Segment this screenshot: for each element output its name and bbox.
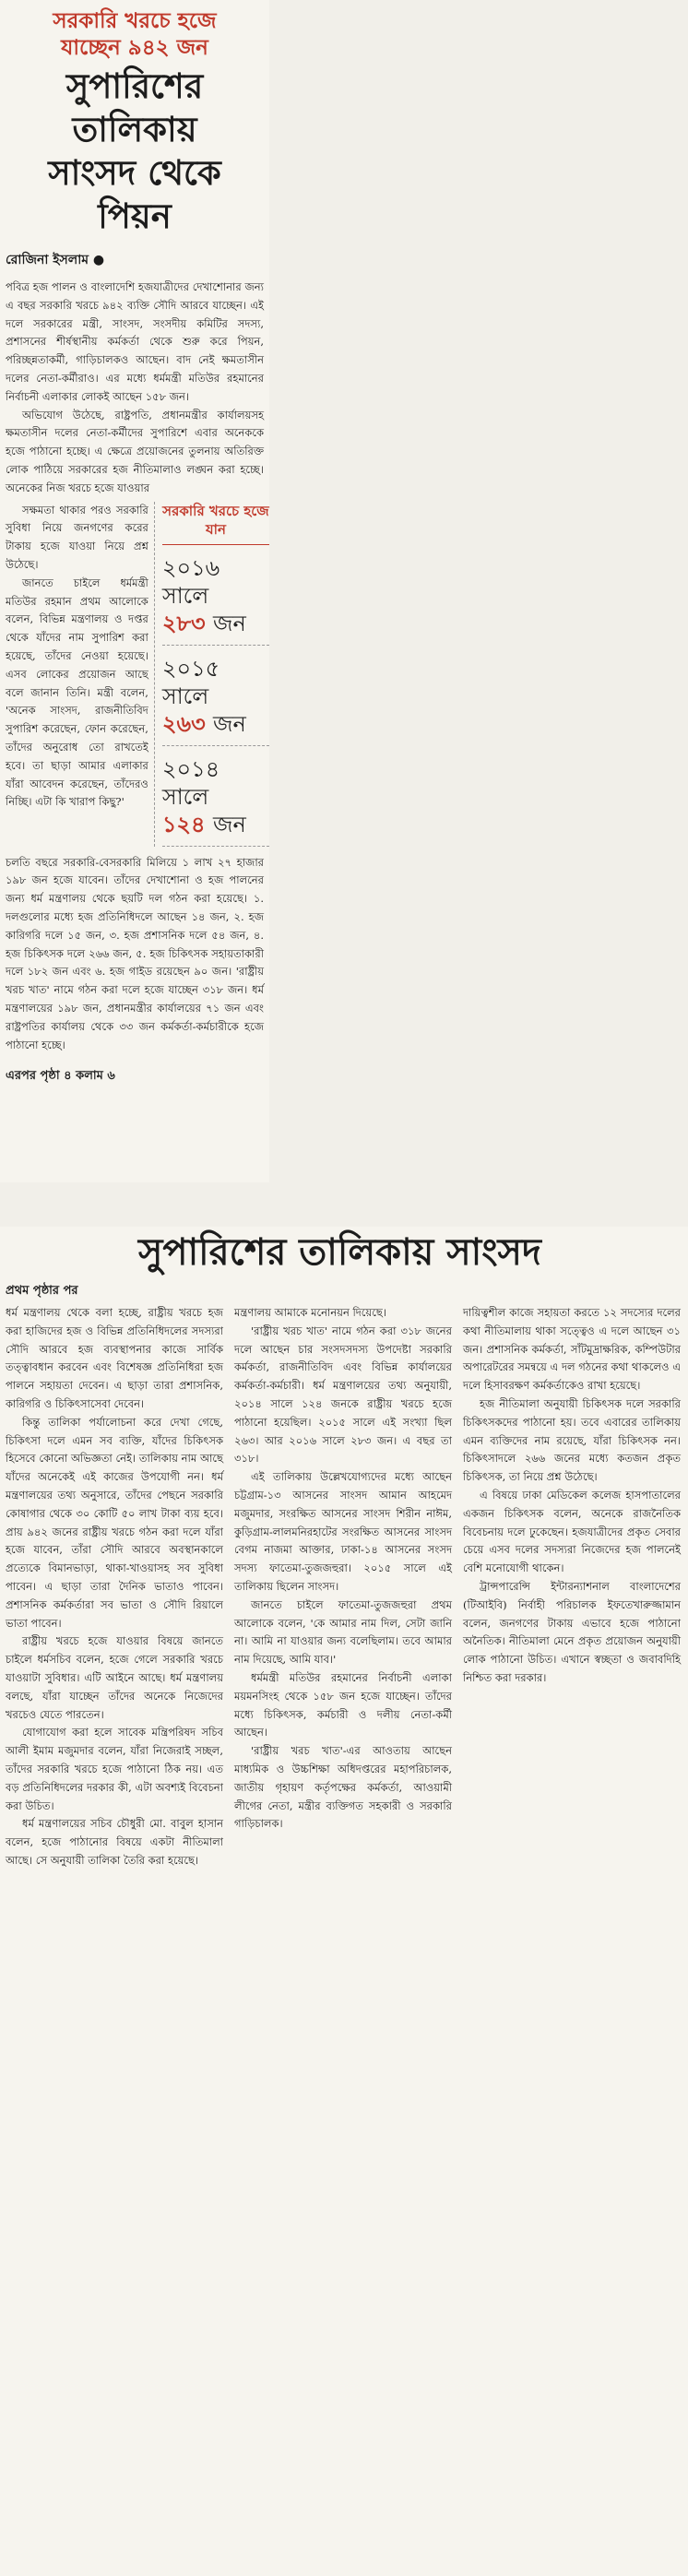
paragraph: জানতে চাইলে ধর্মমন্ত্রী মতিউর রহমান প্রথম আলোকে বলেন, বিভিন্ন মন্ত্রণালয় ও দপ্তর থেকে যাঁদের নাম সুপারিশ করা হয়েছে, তাঁদের নেওয়া হয়েছে। এসব লোকের প্রয়োজন আছে বলে জানান তিনি। মন্ত্রী বলেন, 'অনেক সাংসদ, রাজনীতিবিদ সুপারিশ করেছেন, ফোন করেছেন, তাঁদের অনুরোধ তো রাখতেই হবে। তা ছাড়া আমার এলাকার যাঁরা আবেদন করেছেন, তাঁদেরও নিচ্ছি। এটা কি খারাপ কিছু?'	[6, 576, 148, 809]
paragraph: মন্ত্রণালয় আমাকে মনোনয়ন দিয়েছে।	[234, 1306, 386, 1319]
paragraph: ধর্ম মন্ত্রণালয়ের সচিব চৌধুরী মো. বাবুল হাসান বলেন, হজে পাঠানোর বিষয়ে একটা নীতিমালা আছে। সে অনুযায়ী তালিকা তৈরি করা হয়েছে।	[6, 1817, 223, 1867]
stat-unit: জন	[213, 610, 246, 636]
paragraph: চলতি বছরে সরকারি-বেসরকারি মিলিয়ে ১ লাখ ২৭ হাজার ১৯৮ জন হজে যাবেন। তাঁদের দেখাশোনা ও হজ পালনের জন্য ধর্ম মন্ত্রণালয় থেকে ছয়টি দল গঠন করা হয়েছে। ১. দলগুলোর মধ্যে হজ প্রতিনিধিদলে আছেন ১৪ জন, ২. হজ কারিগরি দলে ১৫ জন, ৩. হজ প্রশাসনিক দলে ৫৪ জন, ৪. হজ চিকিৎসক দলে ২৬৬ জন, ৫. হজ চিকিৎসক সহায়তাকারী দলে ১৮২ জন এবং ৬. হজ গাইড রয়েছেন ৯০ জন। 'রাষ্ট্রীয় খরচ খাত' নামে গঠন করা দলে হজে যাচ্ছেন ৩১৮ জন। ধর্ম মন্ত্রণালয়ের ১৯৮ জন, প্রধানমন্ত্রীর কার্যালয়ের ৭১ জন এবং রাষ্ট্রপতির কার্যালয় থেকে ৩৩ জন কর্মকর্তা-কর্মচারীকে হজে পাঠানো হচ্ছে।	[6, 855, 264, 1051]
headline	[6, 65, 264, 238]
stat-year: ২০১৬ সালে	[161, 554, 220, 609]
paragraph: যোগাযোগ করা হলে সাবেক মন্ত্রিপরিষদ সচিব আলী ইমাম মজুমদার বলেন, যাঁরা নিজেরাই সচ্ছল, তাঁদের সরকারি খরচে হজে পাঠানো ঠিক নয়। এত বড় প্রতিনিধিদলের দরকার কী, এটা অবশ্যই বিবেচনা করা উচিত।	[6, 1726, 223, 1812]
article-columns	[6, 1304, 682, 1870]
tail-text	[6, 854, 264, 1055]
stats-sidebar	[154, 502, 269, 847]
kicker-line-2: যাচ্ছেন ৯৪২ জন	[61, 35, 208, 60]
column-2	[234, 1304, 452, 1870]
kicker	[0, 0, 269, 61]
headline-line-2: সাংসদ থেকে পিয়ন	[48, 153, 221, 236]
split-section	[0, 502, 269, 847]
byline: রোজিনা ইসলাম ●	[6, 253, 105, 267]
stat-year: ২০১৫ সালে	[161, 655, 220, 709]
stat-count	[162, 710, 269, 738]
intro-text	[6, 279, 264, 498]
paragraph: কিন্তু তালিকা পর্যালোচনা করে দেখা গেছে, চিকিৎসা দলে এমন সব ব্যক্তি, যাঁদের চিকিৎসক হিসেবে কোনো অভিজ্ঞতা নেই। তালিকায় নাম আছে যাঁদের অনেকেই এই কাজের উপযোগী নন। ধর্ম মন্ত্রণালয়ের তথ্য অনুসারে, তাঁদের পেছনে সরকারি কোষাগার থেকে ৩০ কোটি ৫০ লাখ টাকা ব্যয় হবে। প্রায় ৯৪২ জনের রাষ্ট্রীয় খরচে গঠন করা দলে যাঁরা হজে যাবেন, তাঁরা সৌদি আরবে অবস্থানকালে প্রত্যেকে বিমানভাড়া, থাকা-খাওয়াসহ সব সুবিধা পাবেন। এ ছাড়া তারা দৈনিক ভাতাও পাবেন। প্রশাসনিক কর্মকর্তারা সব ভাতা ও সৌদি রিয়ালে ভাতা পাবেন।	[6, 1415, 223, 1630]
left-column	[0, 502, 148, 847]
paragraph: 'রাষ্ট্রীয় খরচ খাত' নামে গঠন করা ৩১৮ জনের দলে আছেন চার সংসদসদস্য উপদেষ্টা সরকারি কর্মকর্তা, রাজনীতিবিদ এবং বিভিন্ন কার্যালয়ের কর্মকর্তা-কর্মচারী। ধর্ম মন্ত্রণালয়ের তথ্য অনুযায়ী, ২০১৪ সালে ১২৪ জনকে রাষ্ট্রীয় খরচে হজে পাঠানো হয়েছিল। ২০১৫ সালে এই সংখ্যা ছিল ২৬৩। আর ২০১৬ সালে ২৮৩ জন। এ বছর তা ৩১৮।	[234, 1324, 452, 1466]
stat-2015	[162, 655, 269, 746]
kicker-line-1: সরকারি খরচে হজে	[53, 8, 217, 33]
continuation-headline: সুপারিশের তালিকায় সাংসদ	[138, 1231, 541, 1274]
paragraph: ট্রান্সপারেন্সি ইন্টারন্যাশনাল বাংলাদেশের (টিআইবি) নির্বাহী পরিচালক ইফতেখারুজ্জামান বলেন, জনগণের টাকায় এভাবে হজে পাঠানো অনৈতিক। নীতিমালা মেনে প্রকৃত প্রয়োজন অনুযায়ী লোক পাঠানো উচিত। এখানে স্বচ্ছতা ও জবাবদিহি নিশ্চিত করা দরকার।	[463, 1579, 681, 1684]
paragraph: এ বিষয়ে ঢাকা মেডিকেল কলেজ হাসপাতালের একজন চিকিৎসক বলেন, অনেকে রাজনৈতিক বিবেচনায় দলে ঢুকেছেন। হজযাত্রীদের প্রকৃত সেবার চেয়ে এসব দলের সদস্যরা নিজেদের হজ পালনেই বেশি মনোযোগী থাকেন।	[463, 1488, 681, 1575]
stat-count	[162, 610, 269, 637]
stat-count	[162, 811, 269, 838]
paragraph: এই তালিকায় উল্লেখযোগ্যদের মধ্যে আছেন চট্টগ্রাম-১৩ আসনের সাংসদ আমান আহমেদ মজুমদার, সংরক্ষিত আসনের সাংসদ শিরীন নাঈম, কুড়িগ্রাম-লালমনিরহাটের সংরক্ষিত আসনের সাংসদ বেগম নাজমা আক্তার, ঢাকা-১৪ আসনের সংসদ সদস্য ফাতেমা-তুজজহুরা। ২০১৫ সালে এই তালিকায় ছিলেন সাংসদ।	[234, 1470, 452, 1593]
paragraph: অভিযোগ উঠেছে, রাষ্ট্রপতি, প্রধানমন্ত্রীর কার্যালয়সহ ক্ষমতাসীন দলের নেতা-কর্মীদের সুপারিশে এবার অনেককে হজে পাঠানো হচ্ছে। এ ক্ষেত্রে প্রয়োজনের তুলনায় অতিরিক্ত লোক পাঠিয়ে সরকারের হজ নীতিমালাও লঙ্ঘন করা হচ্ছে। অনেকের নিজ খরচে হজে যাওয়ার	[6, 408, 264, 494]
paragraph: পবিত্র হজ পালন ও বাংলাদেশি হজযাত্রীদের দেখাশোনার জন্য এ বছর সরকারি খরচে ৯৪২ ব্যক্তি সৌদি আরবে যাচ্ছেন। এই দলে সরকারের মন্ত্রী, সাংসদ, সংসদীয় কমিটির সদস্য, প্রশাসনের শীর্ষস্থানীয় কর্মকর্তা থেকে শুরু করে পিয়ন, পরিচ্ছন্নতাকর্মী, গাড়িচালকও আছেন। বাদ নেই ক্ষমতাসীন দলের নেতা-কর্মীরাও। এর মধ্যে ধর্মমন্ত্রী মতিউর রহমানের নির্বাচনী এলাকার লোকই আছেন ১৫৮ জন।	[6, 280, 264, 403]
paragraph: জানতে চাইলে ফাতেমা-তুজজহুরা প্রথম আলোকে বলেন, 'কে আমার নাম দিল, সেটা জানি না। আমি না যাওয়ার জন্য বলেছিলাম। তবে আমার নাম দিয়েছে, আমি যাব।'	[234, 1597, 452, 1667]
stat-year: ২০১৪ সালে	[161, 755, 220, 810]
stat-number: ২৬৩	[161, 709, 206, 737]
continued-from: প্রথম পৃষ্ঠার পর	[6, 1284, 78, 1298]
paragraph: ধর্মমন্ত্রী মতিউর রহমানের নির্বাচনী এলাকা ময়মনসিংহ থেকে ১৫৮ জন হজে যাচ্ছেন। তাঁদের মধ্যে চিকিৎসক, কর্মচারী ও দলীয় নেতা-কর্মী আছেন।	[234, 1670, 452, 1739]
article-clipping-2	[0, 1227, 688, 2576]
headline-line-1: সুপারিশের তালিকায়	[65, 66, 204, 149]
paragraph: সক্ষমতা থাকার পরও সরকারি সুবিধা নিয়ে জনগণের করের টাকায় হজে যাওয়া নিয়ে প্রশ্ন উঠেছে।	[6, 503, 148, 571]
jump-line: এরপর পৃষ্ঠা ৪ কলাম ৬	[6, 1069, 115, 1084]
stat-number: ২৮৩	[161, 609, 206, 636]
paragraph: 'রাষ্ট্রীয় খরচ খাত'-এর আওতায় আছেন মাধ্যমিক ও উচ্চশিক্ষা অধিদপ্তরের মহাপরিচালক, জাতীয় গৃহায়ণ কর্তৃপক্ষের কর্মকর্তা, আওয়ামী লীগের নেতা, মন্ত্রীর ব্যক্তিগত সহকারী ও সরকারি গাড়িচালক।	[234, 1744, 452, 1831]
stat-unit: জন	[213, 710, 246, 737]
stat-unit: জন	[212, 811, 246, 837]
sidebar-title: সরকারি খরচে হজে যান	[162, 502, 269, 545]
column-1	[6, 1304, 223, 1870]
stat-2016	[162, 554, 269, 646]
paragraph: ধর্ম মন্ত্রণালয় থেকে বলা হচ্ছে, রাষ্ট্রীয় খরচে হজ করা হাজিদের হজ ও বিভিন্ন প্রতিনিধিদলের সদস্যরা সৌদি আরবে হজ ব্যবস্থাপনার কাজে সার্বিক তত্ত্বাবধান করবেন এবং বিশেষজ্ঞ প্রতিনিধিরা হজ পালনে সহায়তা দেবেন। এ ছাড়া তারা প্রশাসনিক, কারিগরি ও চিকিৎসাসেবা দেবেন।	[6, 1306, 223, 1410]
paragraph: দায়িত্বশীল কাজে সহায়তা করতে ১২ সদস্যের দলের কথা নীতিমালায় থাকা সত্ত্বেও এ দলে আছেন ৩১ জন। প্রশাসনিক কর্মকর্তা, সাঁটমুদ্রাক্ষরিক, কম্পিউটার অপারেটরের সমন্বয়ে এ দল গঠনের কথা থাকলেও এ দলে হিসাবরক্ষণ কর্মকর্তাকেও রাখা হয়েছে।	[463, 1306, 681, 1393]
column-3	[463, 1304, 681, 1870]
article-clipping-1	[0, 0, 269, 1182]
paragraph: রাষ্ট্রীয় খরচে হজে যাওয়ার বিষয়ে জানতে চাইলে ধর্মসচিব বলেন, হজে গেলে সরকারি খরচে যাওয়াটা সুবিধার। এটি আইনে আছে। ধর্ম মন্ত্রণালয় বলছে, যাঁরা যাচ্ছেন তাঁদের অনেকে নিজেদের খরচেও যেতে পারতেন।	[6, 1634, 223, 1721]
paragraph: হজ নীতিমালা অনুযায়ী চিকিৎসক দলে সরকারি চিকিৎসকদের পাঠানো হয়। তবে এবারের তালিকায় এমন ব্যক্তিদের নাম রয়েছে, যাঁরা চিকিৎসক নন। চিকিৎসাদলে ২৬৬ জনের মধ্যে কতজন প্রকৃত চিকিৎসক, তা নিয়ে প্রশ্ন উঠেছে।	[463, 1396, 681, 1484]
stat-number: ১২৪	[161, 810, 206, 837]
stat-2014	[162, 755, 269, 847]
